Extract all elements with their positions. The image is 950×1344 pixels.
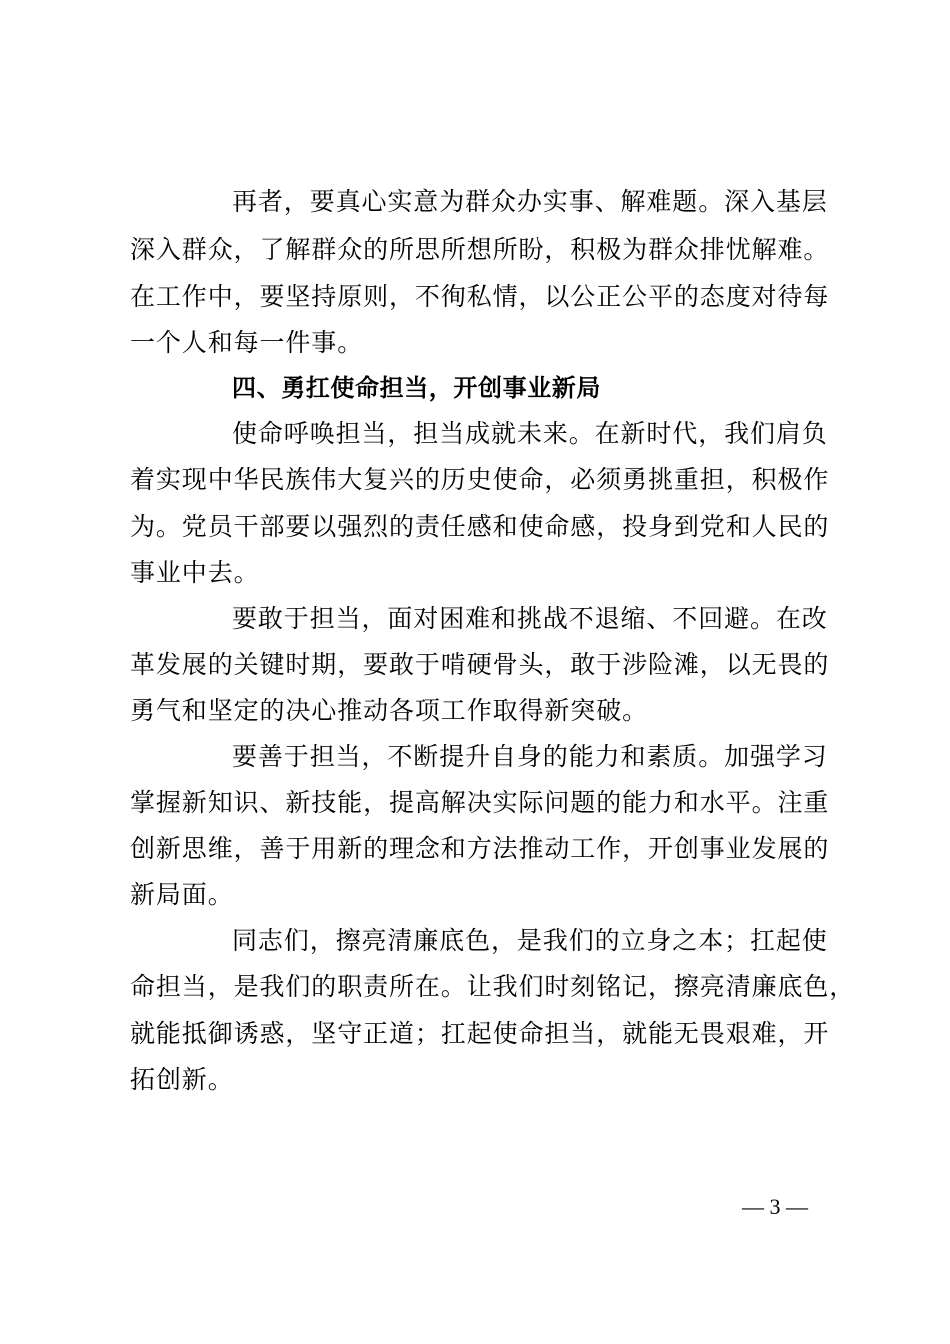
paragraph-1-line-4: 一个人和每一件事。 — [130, 328, 364, 357]
paragraph-4-line-1: 要善于担当，不断提升自身的能力和素质。加强学习 — [232, 742, 828, 771]
section-heading: 四、勇扛使命担当，开创事业新局 — [232, 374, 601, 402]
paragraph-4-line-3: 创新思维，善于用新的理念和方法推动工作，开创事业发展的 — [130, 834, 830, 863]
page-number: — 3 — — [742, 1194, 808, 1219]
paragraph-5-line-4: 拓创新。 — [130, 1065, 234, 1094]
paragraph-5-line-1: 同志们，擦亮清廉底色，是我们的立身之本；扛起使 — [232, 926, 828, 955]
paragraph-5-line-2: 命担当，是我们的职责所在。让我们时刻铭记，擦亮清廉底色， — [130, 972, 856, 1001]
paragraph-2-line-3: 为。党员干部要以强烈的责任感和使命感，投身到党和人民的 — [130, 512, 830, 541]
paragraph-1-line-1: 再者，要真心实意为群众办实事、解难题。深入基层 — [232, 187, 828, 216]
paragraph-4-line-2: 掌握新知识、新技能，提高解决实际问题的能力和水平。注重 — [130, 788, 830, 817]
paragraph-4-line-4: 新局面。 — [130, 880, 234, 909]
paragraph-1-line-2: 深入群众，了解群众的所思所想所盼，积极为群众排忧解难。 — [130, 235, 830, 264]
paragraph-3-line-1: 要敢于担当，面对困难和挑战不退缩、不回避。在改 — [232, 604, 828, 633]
paragraph-2-line-1: 使命呼唤担当，担当成就未来。在新时代，我们肩负 — [232, 419, 828, 448]
paragraph-2-line-4: 事业中去。 — [130, 558, 260, 587]
paragraph-2-line-2: 着实现中华民族伟大复兴的历史使命，必须勇挑重担，积极作 — [130, 465, 830, 494]
paragraph-3-line-3: 勇气和坚定的决心推动各项工作取得新突破。 — [130, 696, 649, 725]
paragraph-1-line-3: 在工作中，要坚持原则，不徇私情，以公正公平的态度对待每 — [130, 282, 830, 311]
paragraph-3-line-2: 革发展的关键时期，要敢于啃硬骨头，敢于涉险滩，以无畏的 — [130, 650, 830, 679]
paragraph-5-line-3: 就能抵御诱惑，坚守正道；扛起使命担当，就能无畏艰难，开 — [130, 1019, 830, 1048]
